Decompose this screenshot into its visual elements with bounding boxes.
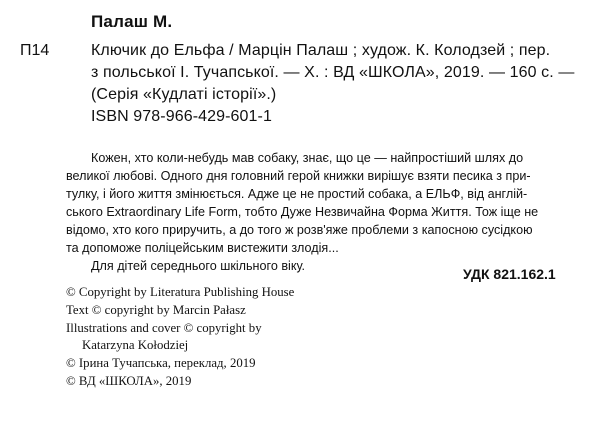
- bibliographic-line-2: з польської І. Тучапської. — Х. : ВД «ШКОЛА», 2019. — 160 с. —: [91, 64, 575, 81]
- udk-code: УДК 821.162.1: [463, 266, 556, 282]
- bibliographic-line-1: Ключик до Ельфа / Марцін Палаш ; худож. К. Колодзей ; пер.: [91, 42, 551, 59]
- copyright-line-6: © ВД «ШКОЛА», 2019: [66, 374, 192, 388]
- copyright-line-1: © Copyright by Literatura Publishing House: [66, 285, 295, 299]
- author-heading: Палаш М.: [91, 12, 173, 31]
- audience-line: Для дітей середнього шкільного віку.: [91, 259, 306, 273]
- copyright-line-2: Text © copyright by Marcin Pałasz: [66, 303, 246, 317]
- copyright-line-4: Katarzyna Kołodziej: [82, 338, 189, 352]
- annotation-line-1: Кожен, хто коли-небудь мав собаку, знає, що це — найпростіший шлях до: [91, 151, 524, 165]
- bbk-code: П14: [20, 42, 50, 59]
- copyright-line-3: Illustrations and cover © copyright by: [66, 321, 262, 335]
- series-line: (Серія «Кудлаті історії».): [91, 86, 277, 103]
- annotation-line-4: ського Extraordinary Life Form, тобто Дуже Незвичайна Форма Життя. Тож іще не: [66, 205, 539, 219]
- annotation-line-3: тулку, і його життя змінюється. Адже це не простий собака, а ЕЛЬФ, від англій-: [66, 187, 528, 201]
- annotation-line-6: та допоможе поліцейським вистежити злодія...: [66, 241, 339, 255]
- isbn-line: ISBN 978-966-429-601-1: [91, 108, 272, 125]
- copyright-line-5: © Ірина Тучапська, переклад, 2019: [66, 356, 256, 370]
- annotation-line-5: відомо, хто кого приручить, а до того ж розв'яже проблеми з капосною сусідкою: [66, 223, 533, 237]
- annotation-line-2: великої любові. Одного дня головний герой книжки вирішує взяти песика з при-: [66, 169, 531, 183]
